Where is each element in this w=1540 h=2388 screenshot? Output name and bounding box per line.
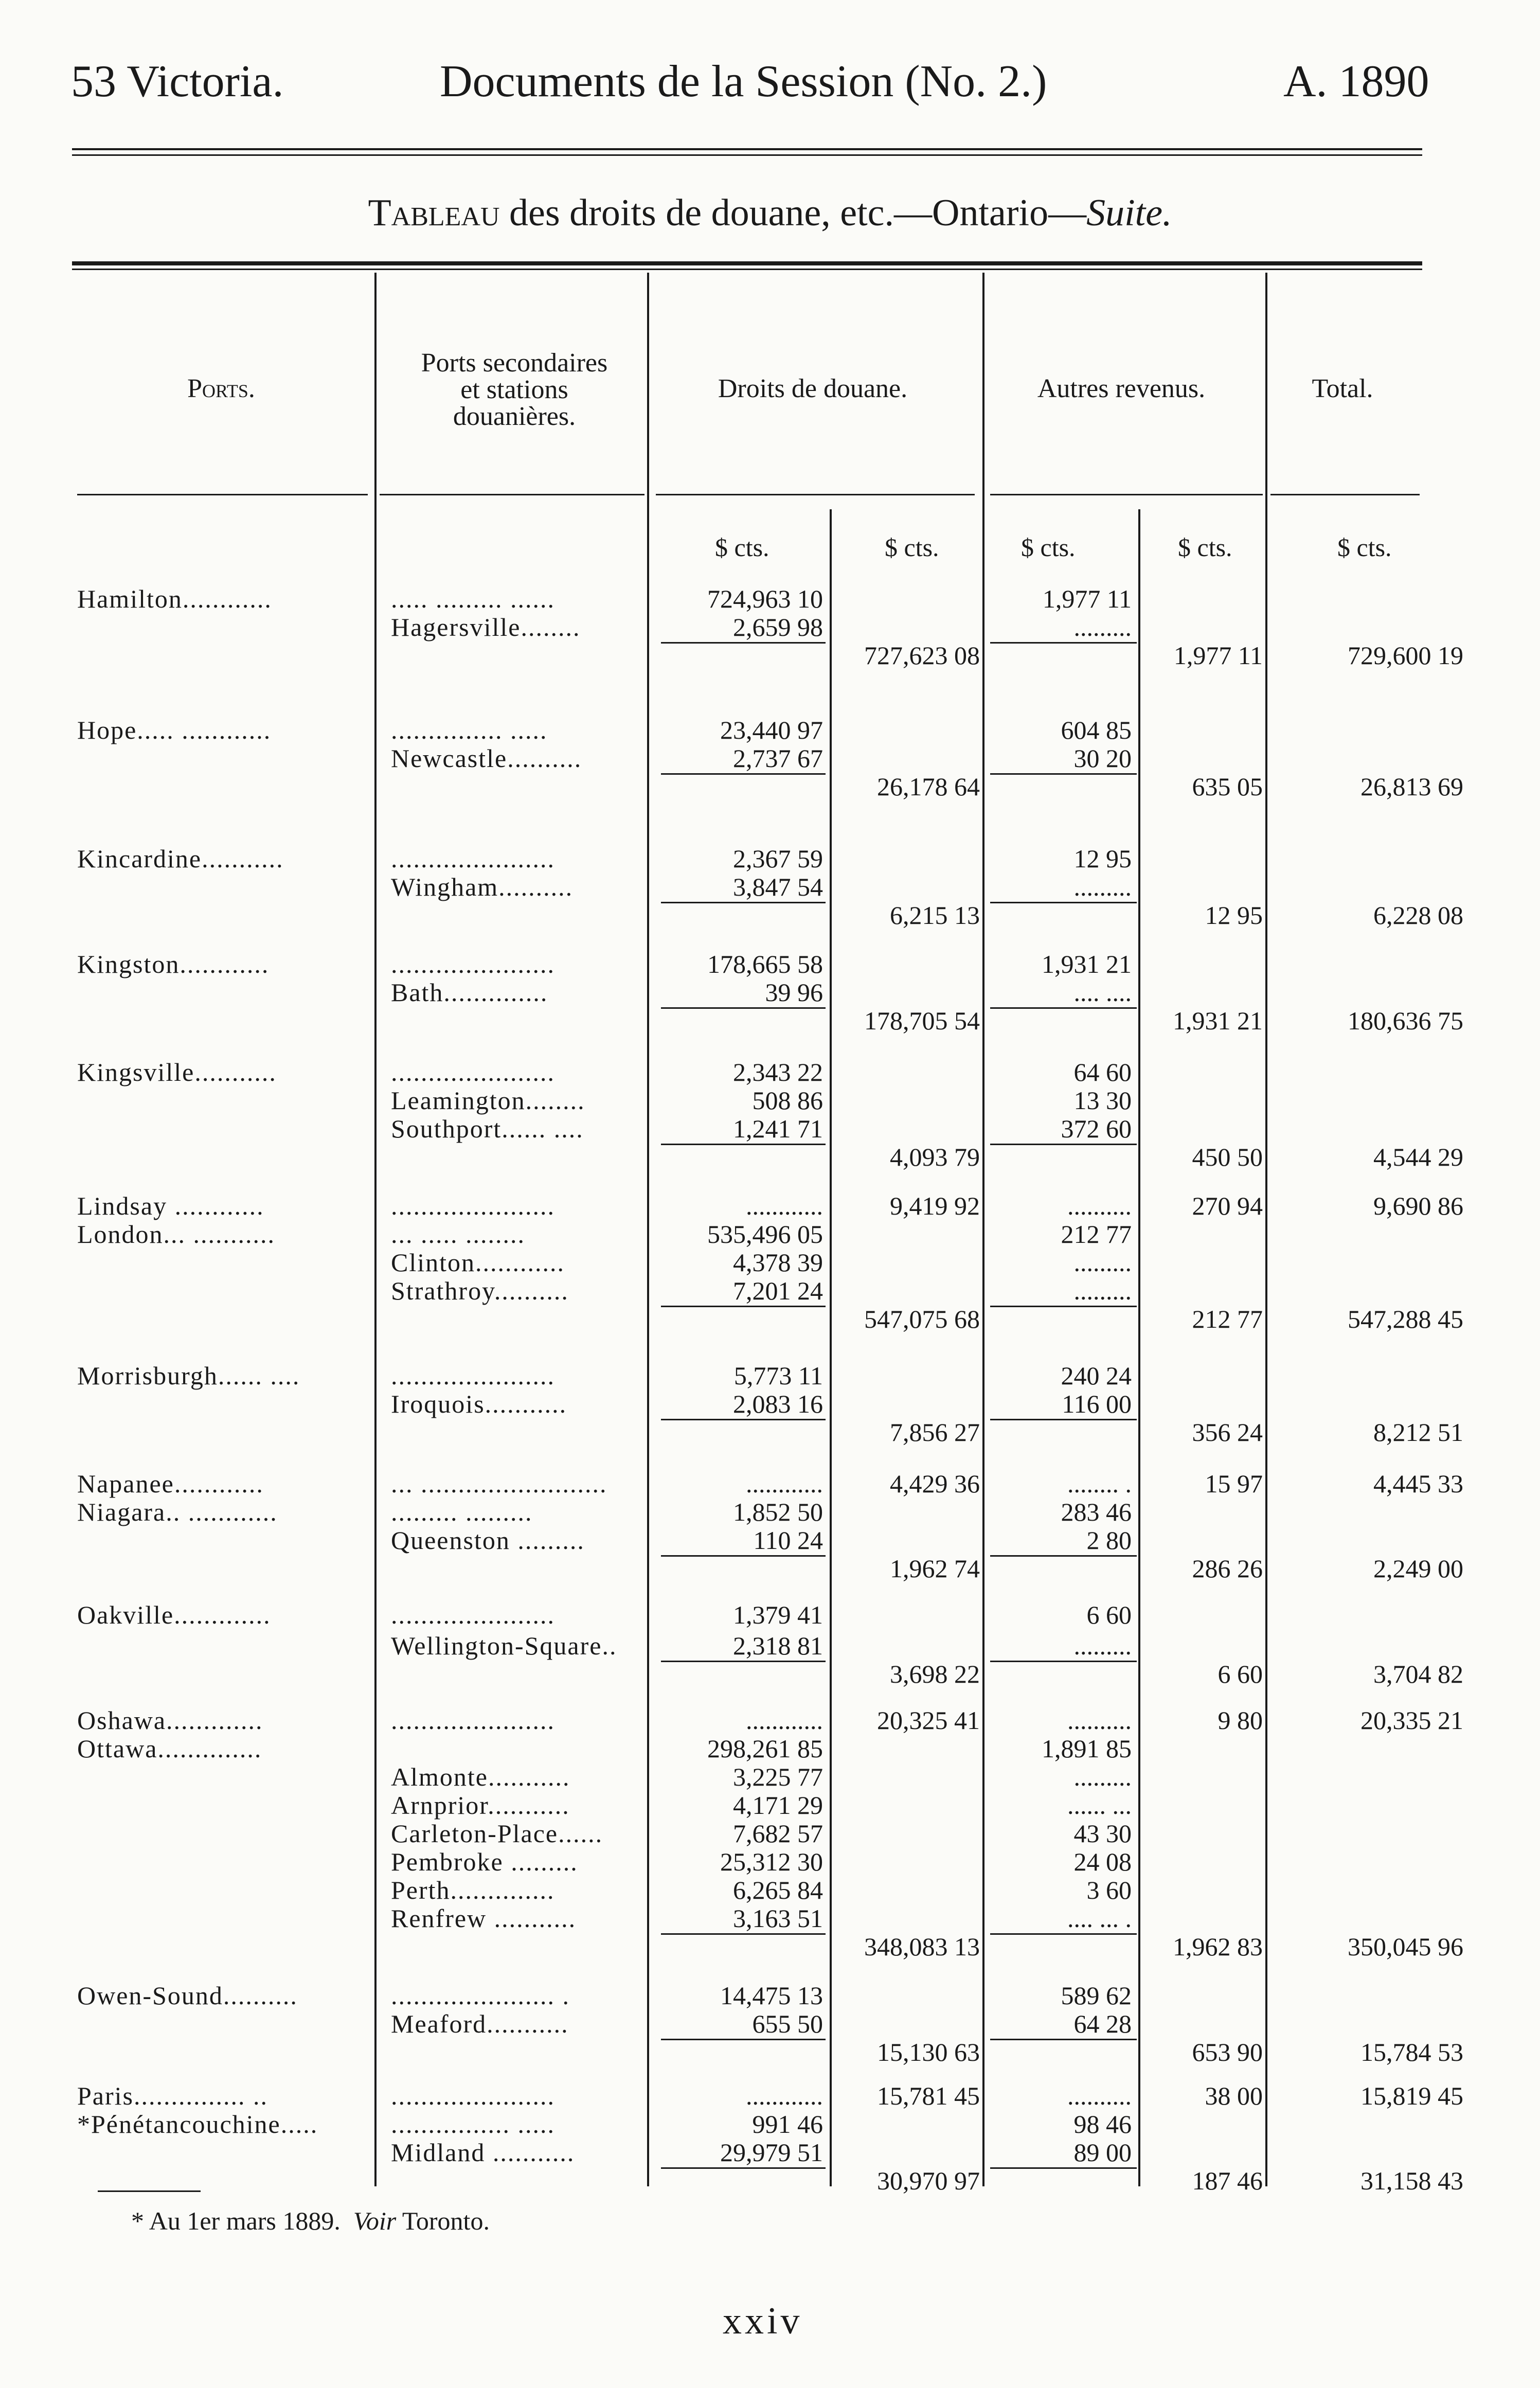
- row-secondary-station: Newcastle..........: [391, 744, 582, 773]
- row-droits-value: 1,241 71: [733, 1114, 823, 1143]
- row-secondary-station: Midland ...........: [391, 2138, 575, 2167]
- row-autres-value: .........: [1073, 1762, 1132, 1791]
- row-total: 350,045 96: [1348, 1932, 1463, 1961]
- row-droits-value: 2,343 22: [733, 1058, 823, 1086]
- row-autres-value: .... ... .: [1067, 1904, 1132, 1933]
- row-droits-value: 3,163 51: [733, 1904, 823, 1933]
- table-top-rule-thin: [72, 269, 1422, 270]
- row-secondary-station: Renfrew ...........: [391, 1904, 577, 1933]
- row-droits-subtotal: 4,093 79: [890, 1143, 980, 1171]
- row-total: 180,636 75: [1348, 1006, 1463, 1035]
- units-droits-detail: $ cts.: [715, 533, 769, 562]
- row-total: 6,228 08: [1373, 901, 1463, 930]
- row-secondary-station: ......................: [391, 1058, 555, 1086]
- row-secondary-station: Hagersville........: [391, 613, 581, 641]
- row-secondary-station: Meaford...........: [391, 2009, 569, 2038]
- header-rule-bottom: [72, 154, 1422, 156]
- units-droits-sum: $ cts.: [885, 533, 939, 562]
- row-secondary-station: Clinton............: [391, 1248, 565, 1277]
- droits-sum-rule: [661, 1661, 826, 1662]
- row-autres-value: 604 85: [1061, 716, 1132, 744]
- header-rule-top: [72, 148, 1422, 150]
- droits-sum-rule: [661, 1144, 826, 1145]
- row-autres-value: .........: [1073, 1631, 1132, 1660]
- rule-head-autres: [990, 494, 1263, 495]
- row-droits-value: 39 96: [765, 978, 823, 1007]
- col-head-secondary-l1: Ports secondaires: [421, 348, 608, 378]
- header-right: A. 1890: [1283, 57, 1429, 106]
- row-secondary-station: ... .........................: [391, 1469, 607, 1498]
- droits-sum-rule: [661, 2039, 826, 2040]
- autres-sum-rule: [990, 2167, 1137, 2169]
- row-total: 9,690 86: [1373, 1191, 1463, 1220]
- row-secondary-station: ......................: [391, 1191, 555, 1220]
- row-droits-value: 991 46: [752, 2110, 823, 2138]
- row-droits-value: 25,312 30: [720, 1847, 823, 1876]
- row-droits-value: 4,378 39: [733, 1248, 823, 1277]
- row-autres-subtotal: 38 00: [1205, 2081, 1263, 2110]
- row-droits-subtotal: 4,429 36: [890, 1469, 980, 1498]
- title-main: des droits de douane, etc.—Ontario—: [499, 192, 1087, 234]
- row-autres-value: .........: [1073, 613, 1132, 641]
- row-droits-value: 7,682 57: [733, 1819, 823, 1848]
- units-autres-detail: $ cts.: [1021, 533, 1076, 562]
- row-droits-value: 4,171 29: [733, 1791, 823, 1820]
- footnote-rule: [98, 2190, 201, 2192]
- row-autres-value: 212 77: [1061, 1220, 1132, 1249]
- row-port-name: Kingston............: [77, 950, 270, 978]
- droits-sum-rule: [661, 773, 826, 775]
- row-secondary-station: ...................... .: [391, 1981, 570, 2010]
- droits-sum-rule: [661, 1933, 826, 1935]
- row-secondary-station: ......................: [391, 2081, 555, 2110]
- row-droits-value: 6,265 84: [733, 1876, 823, 1904]
- row-autres-value: 372 60: [1061, 1114, 1132, 1143]
- autres-sum-rule: [990, 1306, 1137, 1307]
- row-total: 2,249 00: [1373, 1554, 1463, 1583]
- row-total: 26,813 69: [1360, 772, 1463, 801]
- row-droits-value: 2,318 81: [733, 1631, 823, 1660]
- row-droits-value: 3,847 54: [733, 872, 823, 901]
- row-autres-value: 6 60: [1086, 1600, 1132, 1629]
- row-autres-value: 24 08: [1073, 1847, 1132, 1876]
- row-total: 20,335 21: [1360, 1706, 1463, 1735]
- vrule-4: [982, 273, 984, 2186]
- row-droits-subtotal: 15,130 63: [877, 2038, 980, 2066]
- footnote: [131, 2206, 490, 2236]
- row-autres-value: 2 80: [1086, 1526, 1132, 1555]
- col-head-ports: Ports.: [187, 374, 255, 403]
- row-secondary-station: Wellington-Square..: [391, 1631, 617, 1660]
- row-secondary-station: Almonte...........: [391, 1762, 570, 1791]
- row-droits-value: 178,665 58: [707, 950, 823, 978]
- droits-sum-rule: [661, 1007, 826, 1009]
- row-droits-value: 2,659 98: [733, 613, 823, 641]
- row-autres-value: 43 30: [1073, 1819, 1132, 1848]
- row-droits-value: 5,773 11: [733, 1361, 823, 1390]
- row-secondary-station: Pembroke .........: [391, 1847, 578, 1876]
- row-port-name: Napanee............: [77, 1469, 264, 1498]
- row-secondary-station: ... ..... ........: [391, 1220, 525, 1249]
- droits-sum-rule: [661, 642, 826, 644]
- row-droits-value: 14,475 13: [720, 1981, 823, 2010]
- row-autres-value: 13 30: [1073, 1086, 1132, 1115]
- row-port-name: Oakville.............: [77, 1600, 271, 1629]
- page-number: xxiv: [723, 2300, 803, 2342]
- row-secondary-station: Perth..............: [391, 1876, 555, 1904]
- header-center: Documents de la Session (No. 2.): [440, 57, 1047, 106]
- row-total: 15,819 45: [1360, 2081, 1463, 2110]
- row-droits-subtotal: 348,083 13: [864, 1932, 980, 1961]
- row-total: 547,288 45: [1348, 1305, 1463, 1333]
- row-total: 729,600 19: [1348, 641, 1463, 670]
- row-secondary-station: Carleton-Place......: [391, 1819, 603, 1848]
- row-secondary-station: Arnprior...........: [391, 1791, 570, 1820]
- col-head-secondary: [381, 350, 648, 430]
- row-autres-value: .........: [1073, 872, 1132, 901]
- row-droits-value: 2,083 16: [733, 1389, 823, 1418]
- row-autres-value: 98 46: [1073, 2110, 1132, 2138]
- row-droits-subtotal: 6,215 13: [890, 901, 980, 930]
- autres-sum-rule: [990, 773, 1137, 775]
- row-droits-subtotal: 7,856 27: [890, 1418, 980, 1447]
- footnote-ref: Toronto.: [396, 2206, 490, 2235]
- col-head-autres: Autres revenus.: [1037, 374, 1206, 403]
- row-droits-value: ............: [746, 2081, 823, 2110]
- row-autres-value: 30 20: [1073, 744, 1132, 773]
- droits-sum-rule: [661, 1419, 826, 1420]
- row-droits-value: ............: [746, 1706, 823, 1735]
- row-droits-value: 7,201 24: [733, 1276, 823, 1305]
- row-total: 4,544 29: [1373, 1143, 1463, 1171]
- row-droits-value: 29,979 51: [720, 2138, 823, 2167]
- row-total: 15,784 53: [1360, 2038, 1463, 2066]
- row-droits-subtotal: 30,970 97: [877, 2166, 980, 2195]
- row-autres-subtotal: 187 46: [1192, 2166, 1263, 2195]
- row-secondary-station: Southport...... ....: [391, 1114, 584, 1143]
- row-autres-subtotal: 9 80: [1217, 1706, 1263, 1735]
- row-port-name: Ottawa..............: [77, 1734, 262, 1763]
- autres-sum-rule: [990, 1007, 1137, 1009]
- table-title: [0, 191, 1540, 235]
- row-secondary-station: Wingham..........: [391, 872, 574, 901]
- row-droits-value: 535,496 05: [707, 1220, 823, 1249]
- row-port-name: Morrisburgh...... ....: [77, 1361, 300, 1390]
- row-port-name: Niagara.. ............: [77, 1498, 278, 1526]
- units-autres-sum: $ cts.: [1178, 533, 1232, 562]
- row-droits-subtotal: 547,075 68: [864, 1305, 980, 1333]
- row-droits-value: 655 50: [752, 2009, 823, 2038]
- autres-sum-rule: [990, 1661, 1137, 1662]
- row-droits-value: 110 24: [753, 1526, 823, 1555]
- row-autres-value: ...... ...: [1067, 1791, 1132, 1820]
- row-port-name: Kingsville...........: [77, 1058, 277, 1086]
- row-port-name: Hope..... ............: [77, 716, 272, 744]
- row-droits-value: 724,963 10: [707, 584, 823, 613]
- row-autres-subtotal: 212 77: [1192, 1305, 1263, 1333]
- row-port-name: Oshawa.............: [77, 1706, 263, 1735]
- row-droits-subtotal: 1,962 74: [890, 1554, 980, 1583]
- autres-sum-rule: [990, 2039, 1137, 2040]
- row-autres-value: 589 62: [1061, 1981, 1132, 2010]
- autres-sum-rule: [990, 642, 1137, 644]
- row-secondary-station: ......... .........: [391, 1498, 533, 1526]
- rule-head-total: [1270, 494, 1420, 495]
- table-top-rule: [72, 261, 1422, 265]
- droits-sum-rule: [661, 2167, 826, 2169]
- footnote-text: * Au 1er mars 1889.: [131, 2206, 341, 2235]
- row-total: 31,158 43: [1360, 2166, 1463, 2195]
- title-tableau: Tableau: [368, 192, 500, 234]
- row-autres-subtotal: 635 05: [1192, 772, 1263, 801]
- row-droits-subtotal: 727,623 08: [864, 641, 980, 670]
- row-autres-value: .........: [1073, 1276, 1132, 1305]
- row-port-name: Owen-Sound..........: [77, 1981, 298, 2010]
- droits-sum-rule: [661, 902, 826, 903]
- row-droits-subtotal: 26,178 64: [877, 772, 980, 801]
- col-head-secondary-l3: douanières.: [453, 402, 576, 431]
- row-secondary-station: ............... .....: [391, 716, 548, 744]
- row-autres-value: 12 95: [1073, 844, 1132, 873]
- row-secondary-station: ......................: [391, 950, 555, 978]
- row-secondary-station: Iroquois...........: [391, 1389, 567, 1418]
- row-droits-value: 3,225 77: [733, 1762, 823, 1791]
- row-autres-value: 64 28: [1073, 2009, 1132, 2038]
- row-droits-value: 298,261 85: [707, 1734, 823, 1763]
- row-secondary-station: Queenston .........: [391, 1526, 585, 1555]
- row-droits-value: 23,440 97: [720, 716, 823, 744]
- row-droits-value: ............: [746, 1469, 823, 1498]
- row-autres-subtotal: 450 50: [1192, 1143, 1263, 1171]
- row-autres-value: .........: [1073, 1248, 1132, 1277]
- row-port-name: London... ...........: [77, 1220, 276, 1249]
- row-autres-value: 64 60: [1073, 1058, 1132, 1086]
- autres-sum-rule: [990, 1144, 1137, 1145]
- row-secondary-station: ......................: [391, 1600, 555, 1629]
- row-port-name: Hamilton............: [77, 584, 272, 613]
- row-autres-subtotal: 15 97: [1205, 1469, 1263, 1498]
- row-secondary-station: Bath..............: [391, 978, 548, 1007]
- row-autres-subtotal: 270 94: [1192, 1191, 1263, 1220]
- row-droits-value: 508 86: [752, 1086, 823, 1115]
- vrule-5: [1138, 509, 1140, 2186]
- row-total: 4,445 33: [1373, 1469, 1463, 1498]
- row-autres-value: ..........: [1067, 2081, 1132, 2110]
- row-autres-subtotal: 1,977 11: [1173, 641, 1263, 670]
- row-port-name: Lindsay ............: [77, 1191, 264, 1220]
- row-port-name: Paris............... ..: [77, 2081, 268, 2110]
- row-droits-subtotal: 9,419 92: [890, 1191, 980, 1220]
- row-autres-value: 283 46: [1061, 1498, 1132, 1526]
- autres-sum-rule: [990, 902, 1137, 903]
- row-autres-value: 89 00: [1073, 2138, 1132, 2167]
- title-suite: Suite.: [1086, 192, 1172, 234]
- autres-sum-rule: [990, 1555, 1137, 1557]
- vrule-3: [830, 509, 832, 2186]
- row-autres-value: 1,977 11: [1042, 584, 1132, 613]
- row-total: 8,212 51: [1373, 1418, 1463, 1447]
- row-droits-value: 1,852 50: [733, 1498, 823, 1526]
- row-droits-subtotal: 3,698 22: [890, 1660, 980, 1688]
- row-autres-value: ..........: [1067, 1706, 1132, 1735]
- rule-head-ports: [77, 494, 368, 495]
- row-autres-value: 1,931 21: [1042, 950, 1132, 978]
- row-port-name: *Pénétancouchine.....: [77, 2110, 318, 2138]
- autres-sum-rule: [990, 1933, 1137, 1935]
- row-autres-value: ........ .: [1067, 1469, 1132, 1498]
- row-autres-value: ..........: [1067, 1191, 1132, 1220]
- row-total: 3,704 82: [1373, 1660, 1463, 1688]
- row-droits-value: 2,737 67: [733, 744, 823, 773]
- row-droits-value: ............: [746, 1191, 823, 1220]
- row-autres-subtotal: 356 24: [1192, 1418, 1263, 1447]
- row-secondary-station: ..... ......... ......: [391, 584, 555, 613]
- row-port-name: Kincardine...........: [77, 844, 284, 873]
- row-secondary-station: ................ .....: [391, 2110, 555, 2138]
- row-autres-subtotal: 6 60: [1217, 1660, 1263, 1688]
- header-left: 53 Victoria.: [71, 57, 284, 106]
- col-head-secondary-l2: et stations: [460, 375, 568, 404]
- row-droits-value: 2,367 59: [733, 844, 823, 873]
- rule-head-droits: [656, 494, 975, 495]
- droits-sum-rule: [661, 1306, 826, 1307]
- row-autres-subtotal: 286 26: [1192, 1554, 1263, 1583]
- row-autres-subtotal: 653 90: [1192, 2038, 1263, 2066]
- vrule-6: [1265, 273, 1267, 2186]
- footnote-voir: Voir: [353, 2206, 397, 2235]
- row-droits-value: 1,379 41: [733, 1600, 823, 1629]
- vrule-2: [647, 273, 649, 2186]
- autres-sum-rule: [990, 1419, 1137, 1420]
- row-secondary-station: ......................: [391, 1706, 555, 1735]
- row-autres-subtotal: 12 95: [1205, 901, 1263, 930]
- row-autres-value: 3 60: [1086, 1876, 1132, 1904]
- col-head-droits: Droits de douane.: [718, 374, 908, 403]
- droits-sum-rule: [661, 1555, 826, 1557]
- row-secondary-station: ......................: [391, 844, 555, 873]
- row-autres-subtotal: 1,931 21: [1173, 1006, 1263, 1035]
- row-autres-subtotal: 1,962 83: [1173, 1932, 1263, 1961]
- units-total: $ cts.: [1337, 533, 1392, 562]
- row-secondary-station: Strathroy..........: [391, 1276, 569, 1305]
- row-droits-subtotal: 178,705 54: [864, 1006, 980, 1035]
- row-secondary-station: ......................: [391, 1361, 555, 1390]
- row-autres-value: 116 00: [1062, 1389, 1132, 1418]
- col-head-total: Total.: [1312, 374, 1373, 403]
- row-droits-subtotal: 15,781 45: [877, 2081, 980, 2110]
- row-autres-value: 240 24: [1061, 1361, 1132, 1390]
- row-autres-value: 1,891 85: [1042, 1734, 1132, 1763]
- row-secondary-station: Leamington........: [391, 1086, 585, 1115]
- row-droits-subtotal: 20,325 41: [877, 1706, 980, 1735]
- rule-head-secondary: [380, 494, 644, 495]
- row-autres-value: .... ....: [1073, 978, 1132, 1007]
- vrule-1: [374, 273, 377, 2186]
